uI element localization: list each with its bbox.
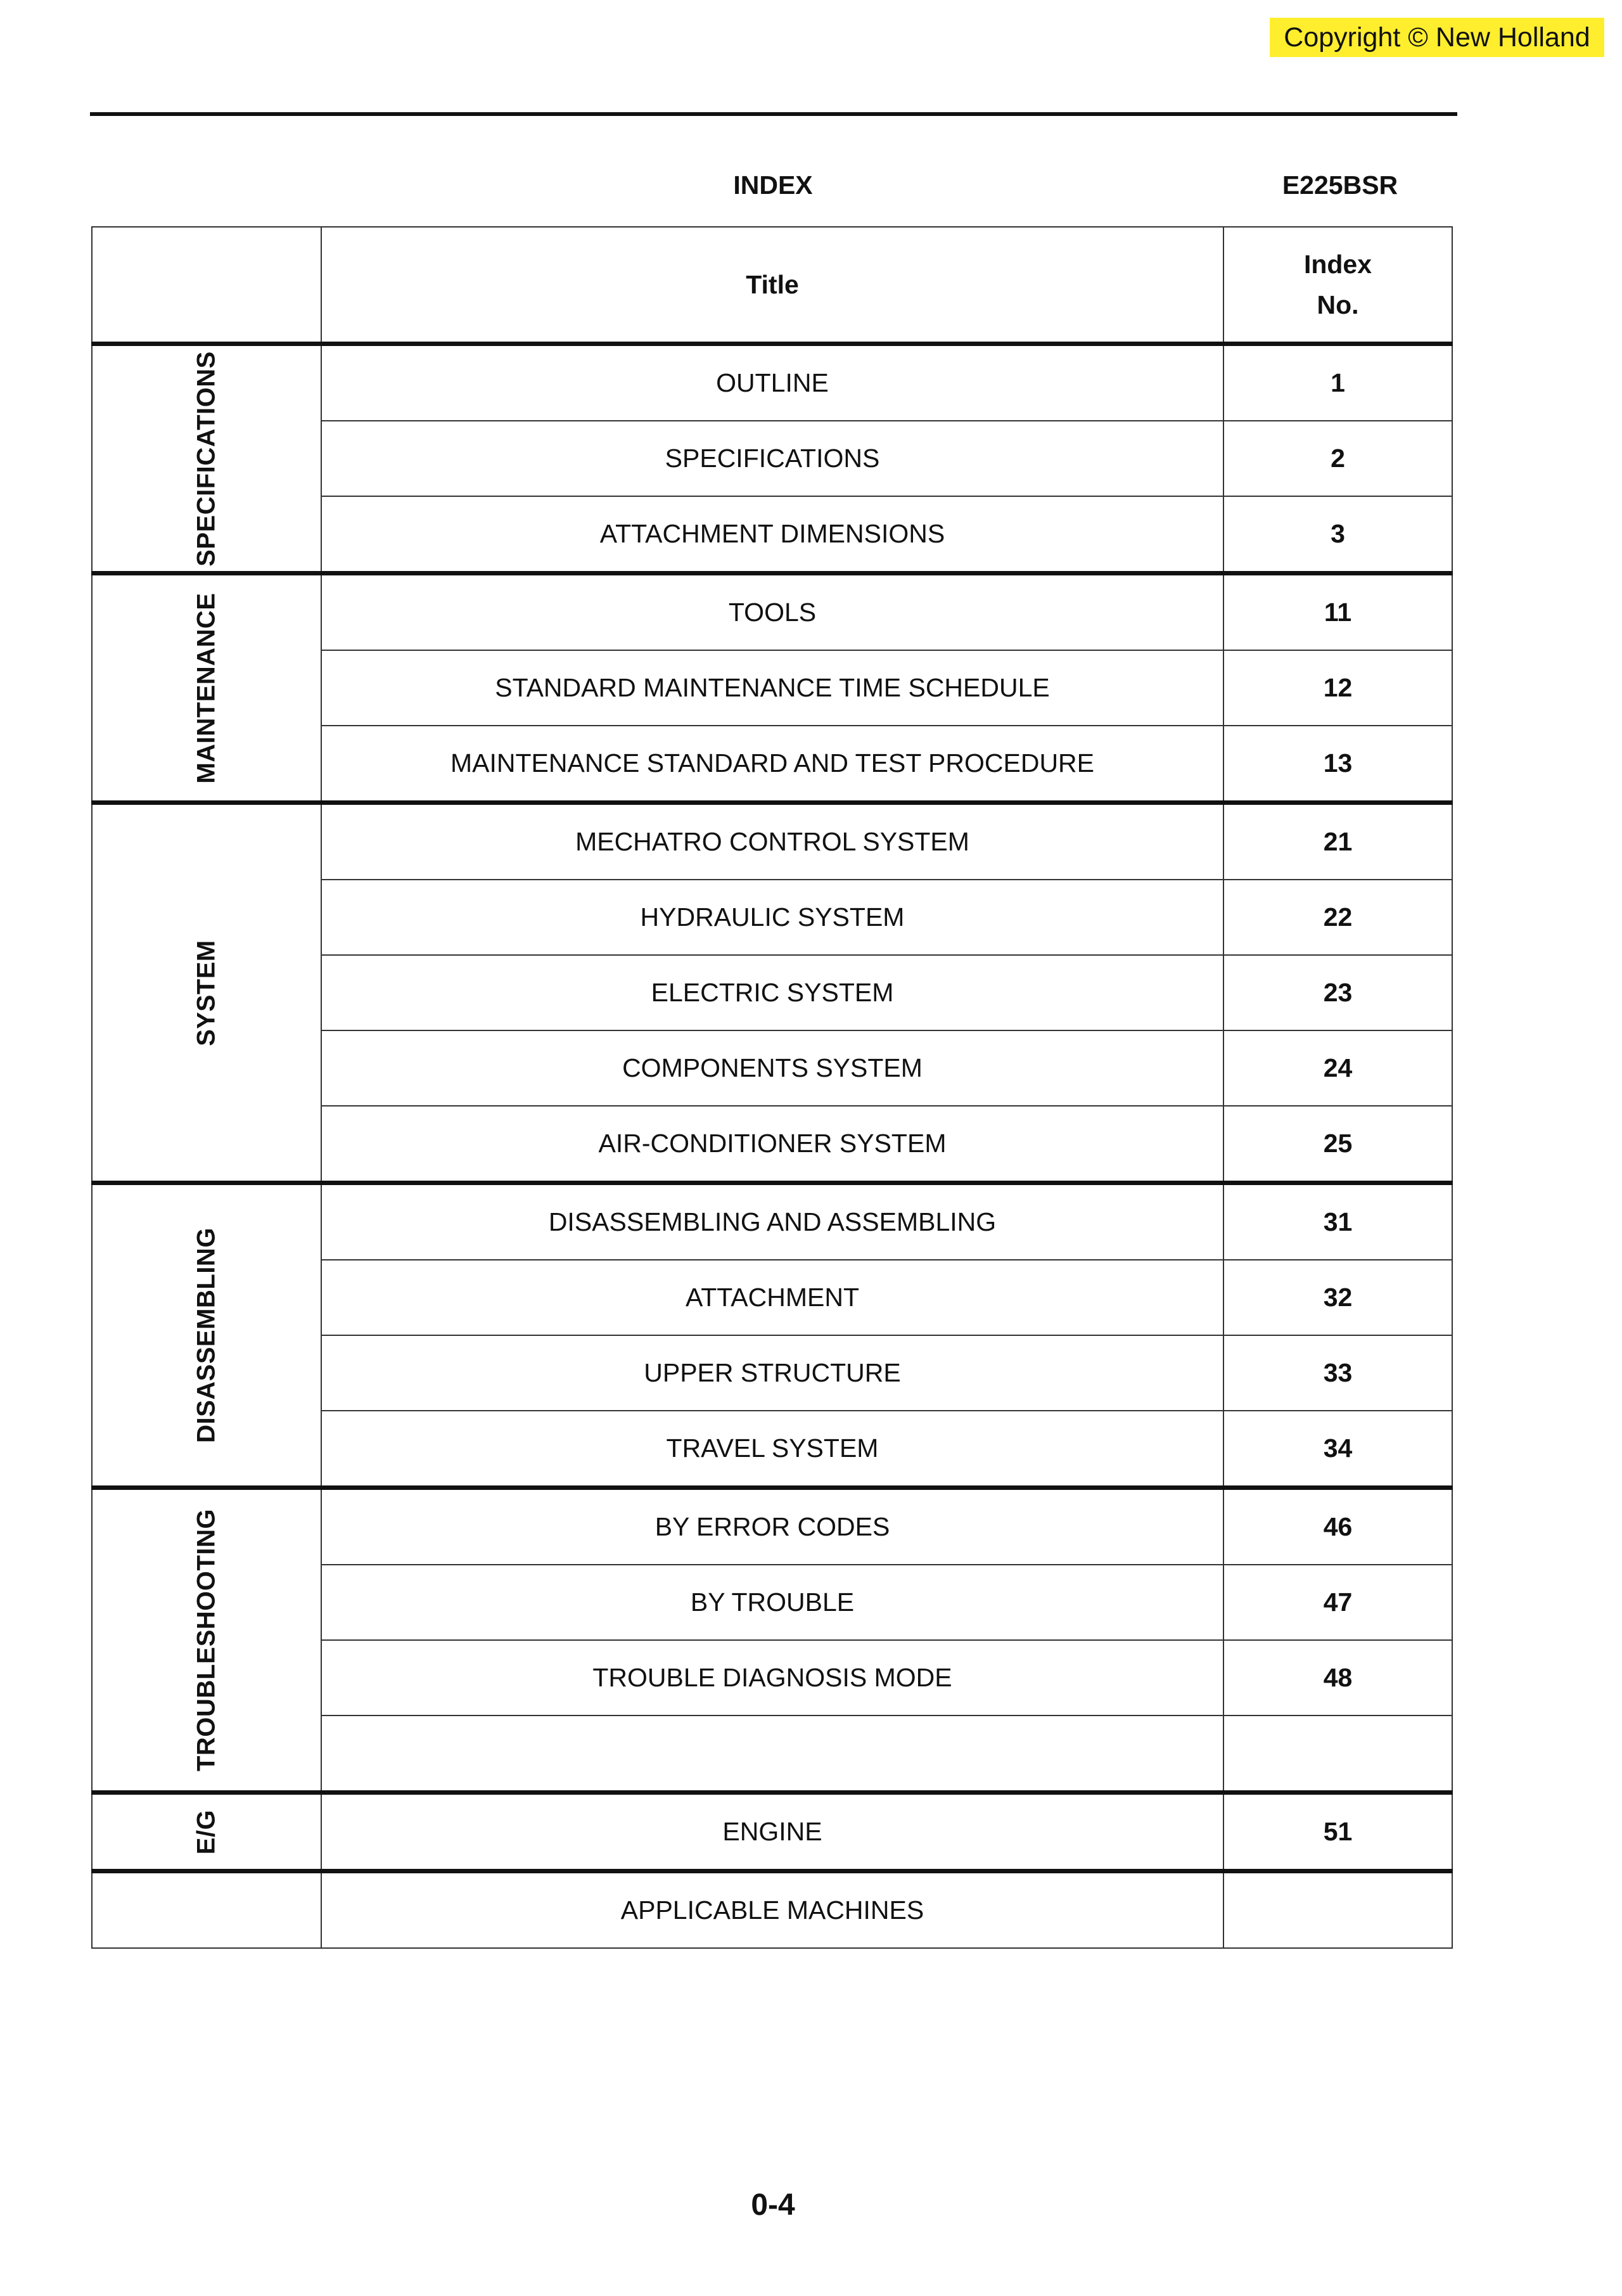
title-header: Title <box>321 227 1223 344</box>
category-cell <box>92 344 321 574</box>
section-title: MECHATRO CONTROL SYSTEM <box>321 803 1223 880</box>
index-number: 31 <box>1223 1183 1452 1260</box>
section-title: STANDARD MAINTENANCE TIME SCHEDULE <box>321 650 1223 726</box>
table-header-row <box>92 227 1452 344</box>
section-title: TROUBLE DIAGNOSIS MODE <box>321 1640 1223 1716</box>
category-label: TROUBLESHOOTING <box>192 1508 220 1772</box>
index-number: 21 <box>1223 803 1452 880</box>
index-number: 2 <box>1223 421 1452 496</box>
index-number: 33 <box>1223 1335 1452 1411</box>
section-title: BY TROUBLE <box>321 1565 1223 1640</box>
category-cell <box>92 1871 321 1949</box>
section-title: TOOLS <box>321 574 1223 651</box>
index-number: 3 <box>1223 496 1452 574</box>
section-title: ATTACHMENT DIMENSIONS <box>321 496 1223 574</box>
index-header-line2: No. <box>1317 290 1359 319</box>
index-number: 22 <box>1223 880 1452 955</box>
section-title: SPECIFICATIONS <box>321 421 1223 496</box>
category-label: MAINTENANCE <box>192 592 220 784</box>
section-title: OUTLINE <box>321 344 1223 421</box>
section-title: TRAVEL SYSTEM <box>321 1411 1223 1488</box>
index-number: 46 <box>1223 1488 1452 1565</box>
section-title: BY ERROR CODES <box>321 1488 1223 1565</box>
table-row <box>92 344 1452 421</box>
category-label: DISASSEMBLING <box>192 1228 220 1443</box>
section-title: APPLICABLE MACHINES <box>321 1871 1223 1949</box>
table-row <box>92 1793 1452 1871</box>
index-number: 1 <box>1223 344 1452 421</box>
index-header-line1: Index <box>1303 250 1372 279</box>
page-number: 0-4 <box>751 2188 795 2222</box>
table-row <box>92 574 1452 651</box>
index-number: 32 <box>1223 1260 1452 1335</box>
index-number: 47 <box>1223 1565 1452 1640</box>
index-number: 25 <box>1223 1106 1452 1183</box>
section-title: COMPONENTS SYSTEM <box>321 1030 1223 1106</box>
category-header-cell <box>92 227 321 344</box>
index-number <box>1223 1871 1452 1949</box>
category-label: E/G <box>192 1809 220 1854</box>
index-number: 51 <box>1223 1793 1452 1871</box>
index-number: 24 <box>1223 1030 1452 1106</box>
category-label: SPECIFICATIONS <box>192 350 220 567</box>
section-title: ENGINE <box>321 1793 1223 1871</box>
index-table <box>91 226 1453 1949</box>
index-number: 12 <box>1223 650 1452 726</box>
index-number: 48 <box>1223 1640 1452 1716</box>
index-number: 13 <box>1223 726 1452 803</box>
section-title: HYDRAULIC SYSTEM <box>321 880 1223 955</box>
index-table-body <box>92 227 1452 1948</box>
section-title: MAINTENANCE STANDARD AND TEST PROCEDURE <box>321 726 1223 803</box>
category-cell <box>92 803 321 1183</box>
section-title: UPPER STRUCTURE <box>321 1335 1223 1411</box>
index-number-header <box>1223 227 1452 344</box>
section-title <box>321 1716 1223 1793</box>
category-cell <box>92 1488 321 1793</box>
index-number: 11 <box>1223 574 1452 651</box>
index-number <box>1223 1716 1452 1793</box>
table-row <box>92 1183 1452 1260</box>
table-row <box>92 1488 1452 1565</box>
category-cell <box>92 1183 321 1488</box>
section-title: ELECTRIC SYSTEM <box>321 955 1223 1030</box>
index-number: 23 <box>1223 955 1452 1030</box>
section-title: ATTACHMENT <box>321 1260 1223 1335</box>
category-cell <box>92 1793 321 1871</box>
category-cell <box>92 574 321 803</box>
table-row <box>92 1871 1452 1949</box>
index-number: 34 <box>1223 1411 1452 1488</box>
copyright-notice: Copyright © New Holland <box>1270 18 1604 57</box>
page-title: INDEX <box>733 170 813 200</box>
section-title: AIR-CONDITIONER SYSTEM <box>321 1106 1223 1183</box>
section-title: DISASSEMBLING AND ASSEMBLING <box>321 1183 1223 1260</box>
category-label: SYSTEM <box>192 939 220 1046</box>
header-rule <box>90 112 1457 116</box>
model-number: E225BSR <box>1282 170 1398 200</box>
table-row <box>92 803 1452 880</box>
